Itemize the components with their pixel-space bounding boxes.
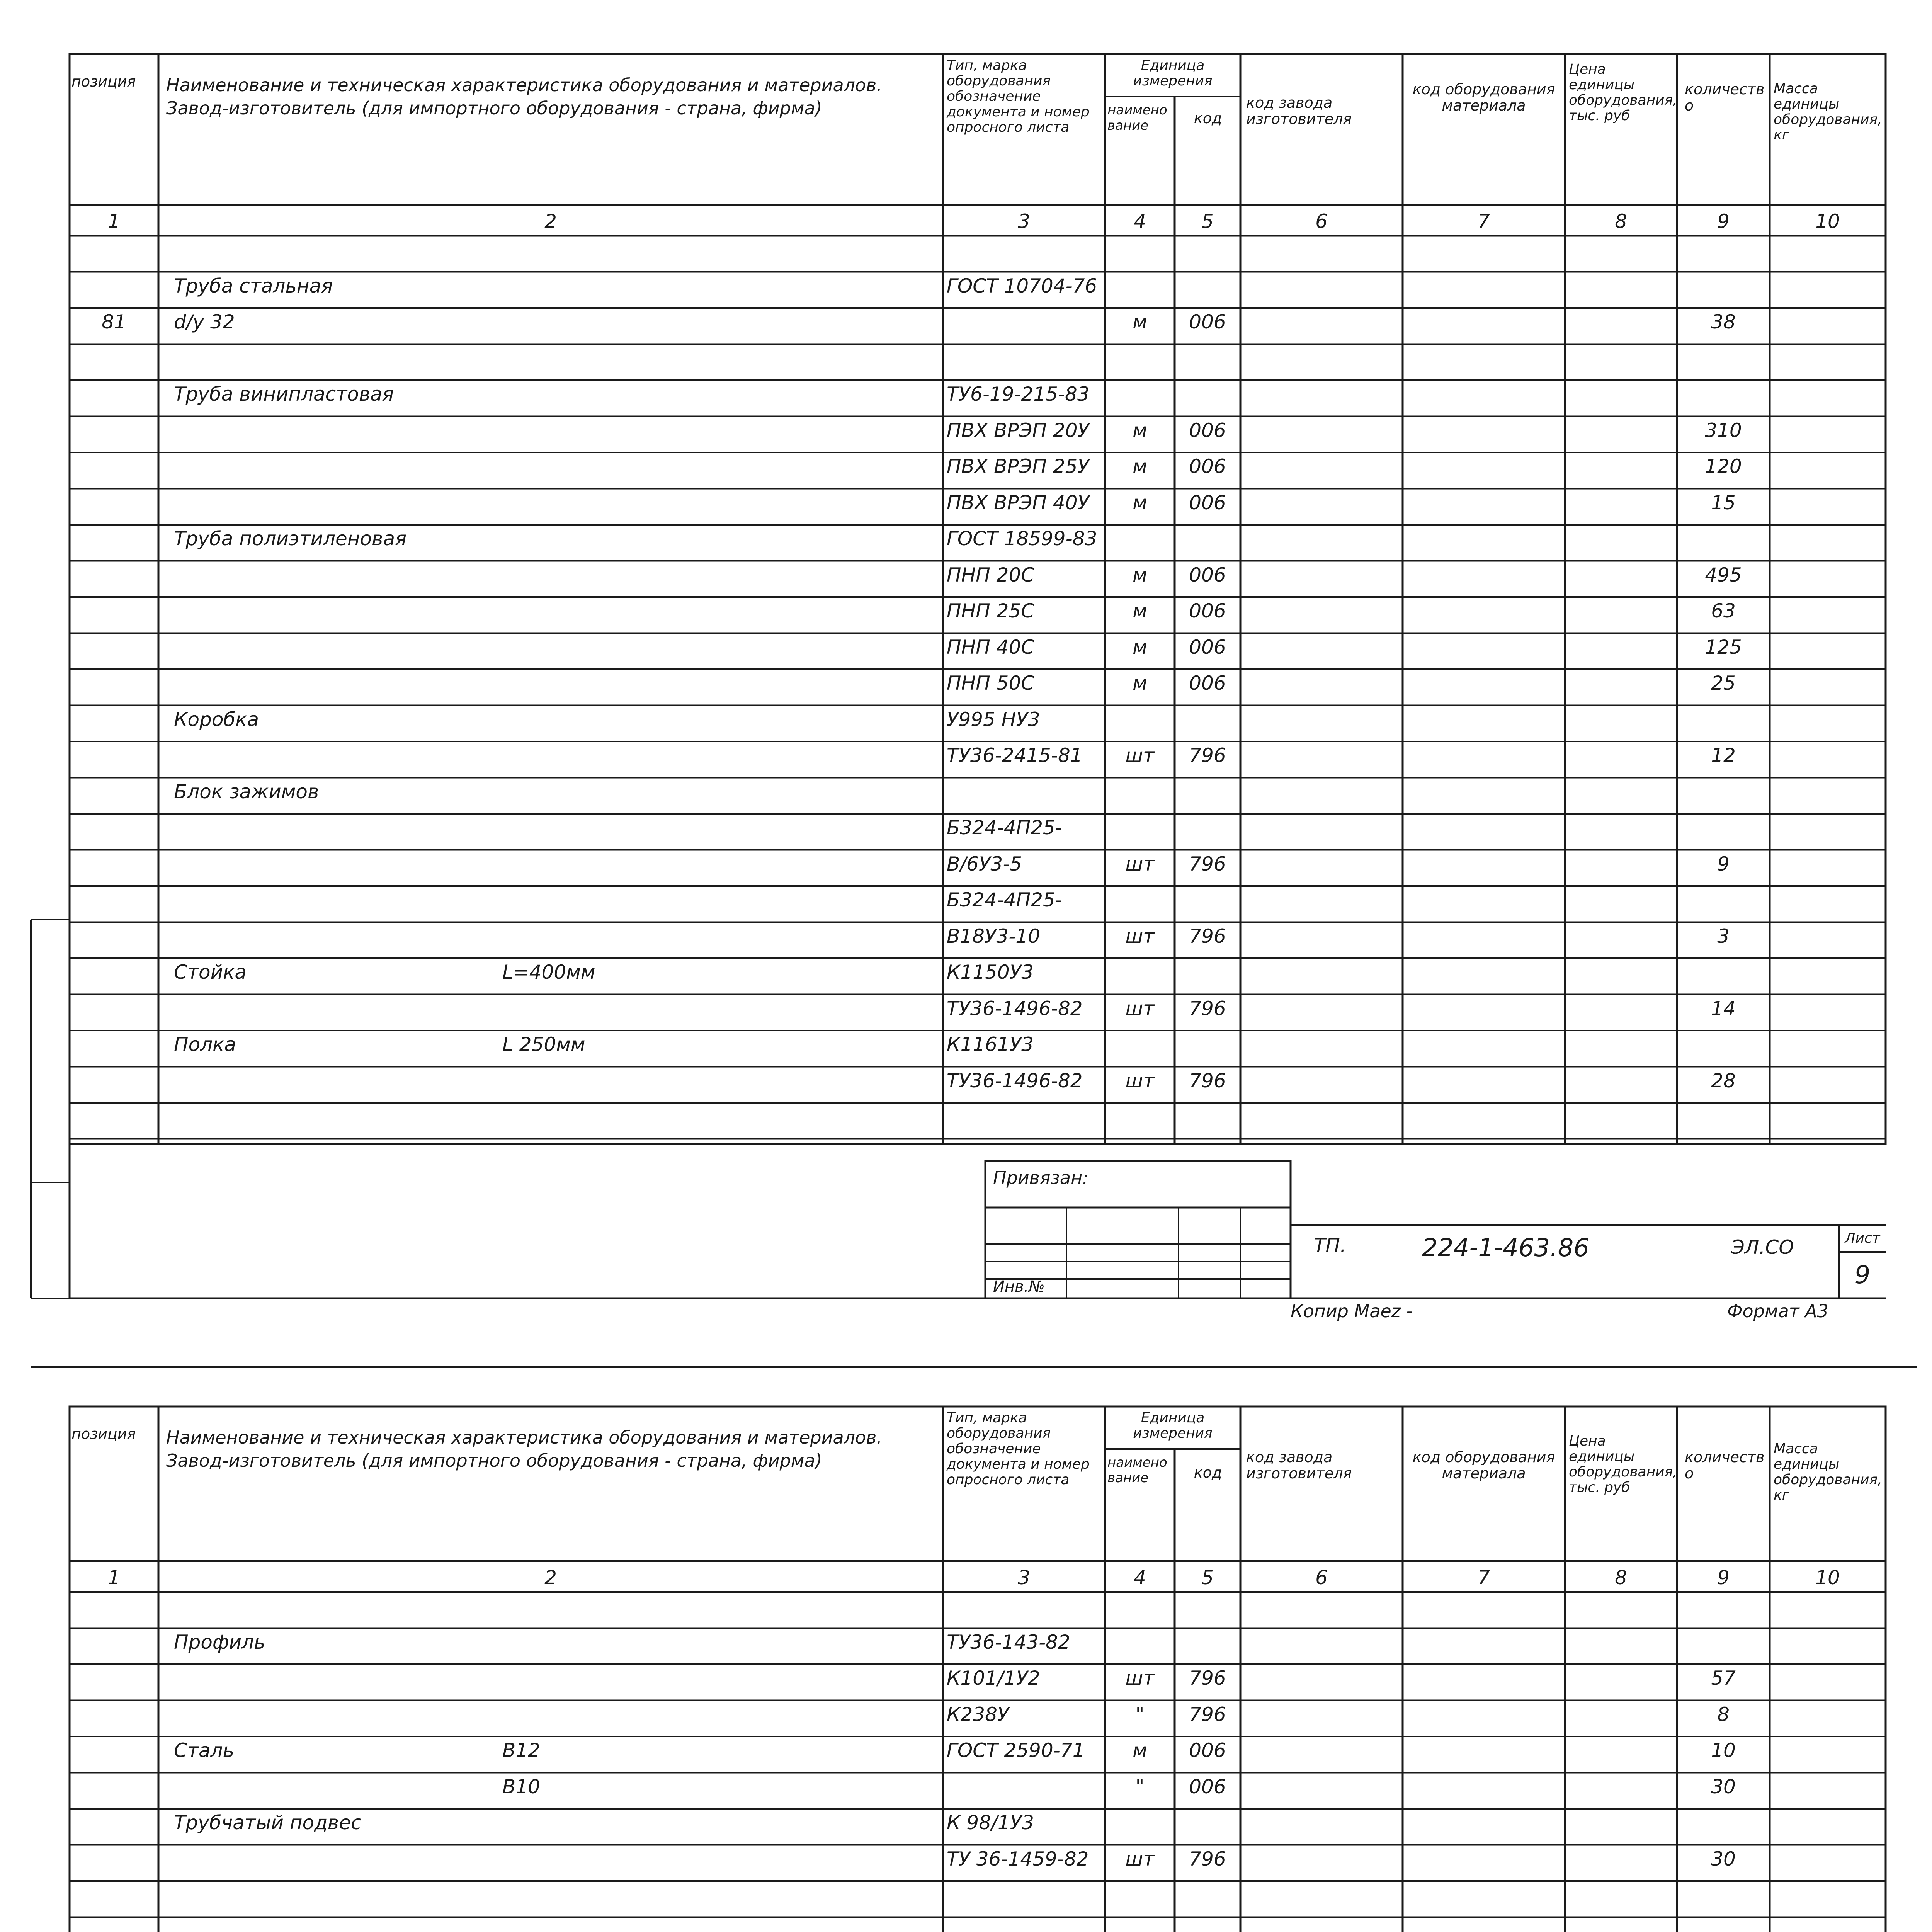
header-position-2: позиция: [71, 1425, 136, 1442]
col-number-10: 10: [1815, 210, 1840, 233]
cell-code: 006: [1189, 636, 1226, 658]
cell-type: К101/1У2: [947, 1667, 1040, 1689]
cell-code: 006: [1189, 600, 1226, 622]
cell-code: 006: [1189, 455, 1226, 478]
cell-type: К238У: [947, 1703, 1009, 1726]
col-number-8-s2: 8: [1615, 1566, 1627, 1589]
cell-type: ПВХ ВРЭП 25У: [947, 455, 1089, 478]
col-number-3-s2: 3: [1018, 1566, 1030, 1589]
stamp-sheet-no-1: 9: [1854, 1261, 1871, 1289]
cell-type: ГОСТ 18599-83: [947, 527, 1097, 550]
cell-type: ГОСТ 2590-71: [947, 1739, 1085, 1762]
cell-type: ГОСТ 10704-76: [947, 274, 1097, 297]
cell-unit: ": [1135, 1703, 1145, 1726]
cell-type: ПНП 25С: [947, 600, 1035, 622]
cell-qty: 125: [1705, 636, 1742, 658]
cell-unit: шт: [1125, 852, 1155, 875]
cell-unit: м: [1133, 563, 1147, 586]
stamp-inv-1: Инв.№: [993, 1278, 1045, 1296]
cell-code: 796: [1189, 1667, 1226, 1689]
cell-type: ПВХ ВРЭП 40У: [947, 491, 1089, 514]
cell-type: ПНП 40С: [947, 636, 1035, 658]
cell-name2: L=400мм: [502, 961, 595, 983]
header-factory-code-2: код завода изготовителя: [1246, 1449, 1352, 1482]
sheet-divider: [31, 1366, 1917, 1368]
cell-name: Профиль: [174, 1631, 265, 1653]
col-number-8: 8: [1615, 210, 1627, 233]
header-price-2: Цена единицы оборудования, тыс. руб: [1569, 1433, 1677, 1495]
col-number-4-s2: 4: [1134, 1566, 1146, 1589]
cell-unit: м: [1133, 600, 1147, 622]
header-equip-code: код оборудования материала: [1412, 81, 1555, 114]
cell-code: 796: [1189, 925, 1226, 947]
header-unit-code: код: [1194, 110, 1222, 127]
col-number-1: 1: [108, 210, 120, 233]
cell-name: Полка: [174, 1033, 236, 1056]
header-price: Цена единицы оборудования, тыс. руб: [1569, 61, 1677, 124]
cell-type: К1150У3: [947, 961, 1034, 983]
cell-unit: м: [1133, 419, 1147, 442]
cell-name: Труба полиэтиленовая: [174, 527, 407, 550]
cell-qty: 30: [1711, 1847, 1736, 1870]
cell-type: К 98/1У3: [947, 1811, 1034, 1834]
header-unit-name: наименование: [1107, 102, 1167, 133]
col-number-10-s2: 10: [1815, 1566, 1840, 1589]
cell-unit: ": [1135, 1775, 1145, 1798]
spec-sheet-2: [0, 1406, 1932, 1932]
header-unit-group-2: Единица измерения: [1133, 1410, 1213, 1441]
col-number-5-s2: 5: [1201, 1566, 1214, 1589]
col-number-1-s2: 1: [108, 1566, 120, 1589]
cell-type: ТУ36-1496-82: [947, 1069, 1083, 1092]
cell-unit: шт: [1125, 1667, 1155, 1689]
cell-qty: 8: [1717, 1703, 1730, 1726]
cell-qty: 12: [1711, 744, 1736, 767]
cell-name: d/y 32: [174, 311, 235, 333]
cell-code: 796: [1189, 852, 1226, 875]
col-number-7-s2: 7: [1478, 1566, 1490, 1589]
header-position: позиция: [71, 73, 136, 90]
cell-type: ТУ36-2415-81: [947, 744, 1083, 767]
cell-qty: 10: [1711, 1739, 1736, 1762]
cell-unit: м: [1133, 636, 1147, 658]
cell-unit: м: [1133, 672, 1147, 694]
header-unit-group: Единица измерения: [1133, 58, 1213, 89]
cell-qty: 310: [1705, 419, 1742, 442]
header-mass: Масса единицы оборудования, кг: [1774, 81, 1882, 143]
cell-type: ПНП 20С: [947, 563, 1035, 586]
col-number-6-s2: 6: [1315, 1566, 1328, 1589]
cell-type: ТУ36-143-82: [947, 1631, 1070, 1653]
cell-type: ТУ 36-1459-82: [947, 1847, 1089, 1870]
header-quantity-2: количество: [1685, 1449, 1765, 1482]
cell-type: В/6У3-5: [947, 852, 1022, 875]
cell-qty: 15: [1711, 491, 1736, 514]
cell-unit: шт: [1125, 925, 1155, 947]
stamp-format-1: Формат А3: [1727, 1301, 1828, 1321]
cell-type: У995 НУ3: [947, 708, 1040, 731]
cell-code: 006: [1189, 672, 1226, 694]
col-number-9-s2: 9: [1717, 1566, 1730, 1589]
cell-name2: L 250мм: [502, 1033, 585, 1056]
header-type: Тип, марка оборудования обозначение документа и номер опросного листа: [947, 58, 1090, 135]
cell-name: Блок зажимов: [174, 780, 319, 803]
cell-code: 796: [1189, 1847, 1226, 1870]
cell-code: 006: [1189, 491, 1226, 514]
cell-pos: 81: [102, 311, 126, 333]
cell-type: ТУ6-19-215-83: [947, 383, 1090, 405]
header-equip-code-2: код оборудования материала: [1412, 1449, 1555, 1482]
header-unit-name-2: наименование: [1107, 1455, 1167, 1486]
cell-unit: шт: [1125, 997, 1155, 1020]
cell-name: Коробка: [174, 708, 259, 731]
cell-code: 796: [1189, 1703, 1226, 1726]
cell-unit: м: [1133, 455, 1147, 478]
cell-qty: 9: [1717, 852, 1730, 875]
cell-code: 796: [1189, 997, 1226, 1020]
cell-qty: 3: [1717, 925, 1730, 947]
header-type-2: Тип, марка оборудования обозначение документа и номер опросного листа: [947, 1410, 1090, 1488]
cell-unit: м: [1133, 1739, 1147, 1762]
cell-unit: м: [1133, 491, 1147, 514]
cell-unit: шт: [1125, 1069, 1155, 1092]
col-number-7: 7: [1478, 210, 1490, 233]
cell-qty: 495: [1705, 563, 1742, 586]
header-name: Наименование и техническая характеристика оборудования и материалов. Завод-изготовитель (для импортного оборудования - страна, фирма): [166, 75, 882, 119]
cell-name2: В10: [502, 1775, 540, 1798]
cell-unit: шт: [1125, 744, 1155, 767]
col-number-2-s2: 2: [544, 1566, 557, 1589]
header-unit-code-2: код: [1194, 1464, 1222, 1481]
cell-type: ТУ36-1496-82: [947, 997, 1083, 1020]
cell-qty: 28: [1711, 1069, 1736, 1092]
cell-code: 006: [1189, 311, 1226, 333]
cell-name: Труба винипластовая: [174, 383, 394, 405]
cell-qty: 14: [1711, 997, 1736, 1020]
cell-type: В18У3-10: [947, 925, 1040, 947]
cell-qty: 57: [1711, 1667, 1736, 1689]
col-number-2: 2: [544, 210, 557, 233]
cell-type: Б324-4П25-: [947, 889, 1062, 911]
cell-name: Стойка: [174, 961, 247, 983]
stamp-sheet-label-1: Лист: [1845, 1230, 1880, 1246]
cell-code: 006: [1189, 1739, 1226, 1762]
cell-type: К1161У3: [947, 1033, 1034, 1056]
cell-type: ПНП 50С: [947, 672, 1035, 694]
cell-code: 796: [1189, 744, 1226, 767]
cell-name2: В12: [502, 1739, 540, 1762]
col-number-6: 6: [1315, 210, 1328, 233]
stamp-doc-1: 224-1-463.86: [1422, 1234, 1589, 1262]
col-number-4: 4: [1134, 210, 1146, 233]
cell-code: 796: [1189, 1069, 1226, 1092]
cell-name: Сталь: [174, 1739, 235, 1762]
stamp-copy-1: Копир Maez -: [1291, 1301, 1413, 1321]
header-factory-code: код завода изготовителя: [1246, 94, 1352, 128]
cell-code: 006: [1189, 563, 1226, 586]
cell-unit: шт: [1125, 1847, 1155, 1870]
cell-code: 006: [1189, 1775, 1226, 1798]
cell-code: 006: [1189, 419, 1226, 442]
cell-qty: 63: [1711, 600, 1736, 622]
col-number-3: 3: [1018, 210, 1030, 233]
header-mass-2: Масса единицы оборудования, кг: [1774, 1441, 1882, 1503]
header-name-2: Наименование и техническая характеристика оборудования и материалов. Завод-изготовитель (для импортного оборудования - страна, фирма): [166, 1427, 882, 1471]
stamp-section-1: ЭЛ.СО: [1731, 1236, 1794, 1259]
col-number-5: 5: [1201, 210, 1214, 233]
header-quantity: количество: [1685, 81, 1765, 114]
stamp-tp-1: ТП.: [1314, 1234, 1347, 1257]
stamp-privyazan-1: Привязан:: [993, 1167, 1088, 1188]
cell-name: Трубчатый подвес: [174, 1811, 362, 1834]
cell-qty: 30: [1711, 1775, 1736, 1798]
cell-qty: 25: [1711, 672, 1736, 694]
col-number-9: 9: [1717, 210, 1730, 233]
cell-unit: м: [1133, 311, 1147, 333]
cell-type: ПВХ ВРЭП 20У: [947, 419, 1089, 442]
cell-qty: 38: [1711, 311, 1736, 333]
cell-type: Б324-4П25-: [947, 816, 1062, 839]
cell-name: Труба стальная: [174, 274, 333, 297]
cell-qty: 120: [1705, 455, 1742, 478]
